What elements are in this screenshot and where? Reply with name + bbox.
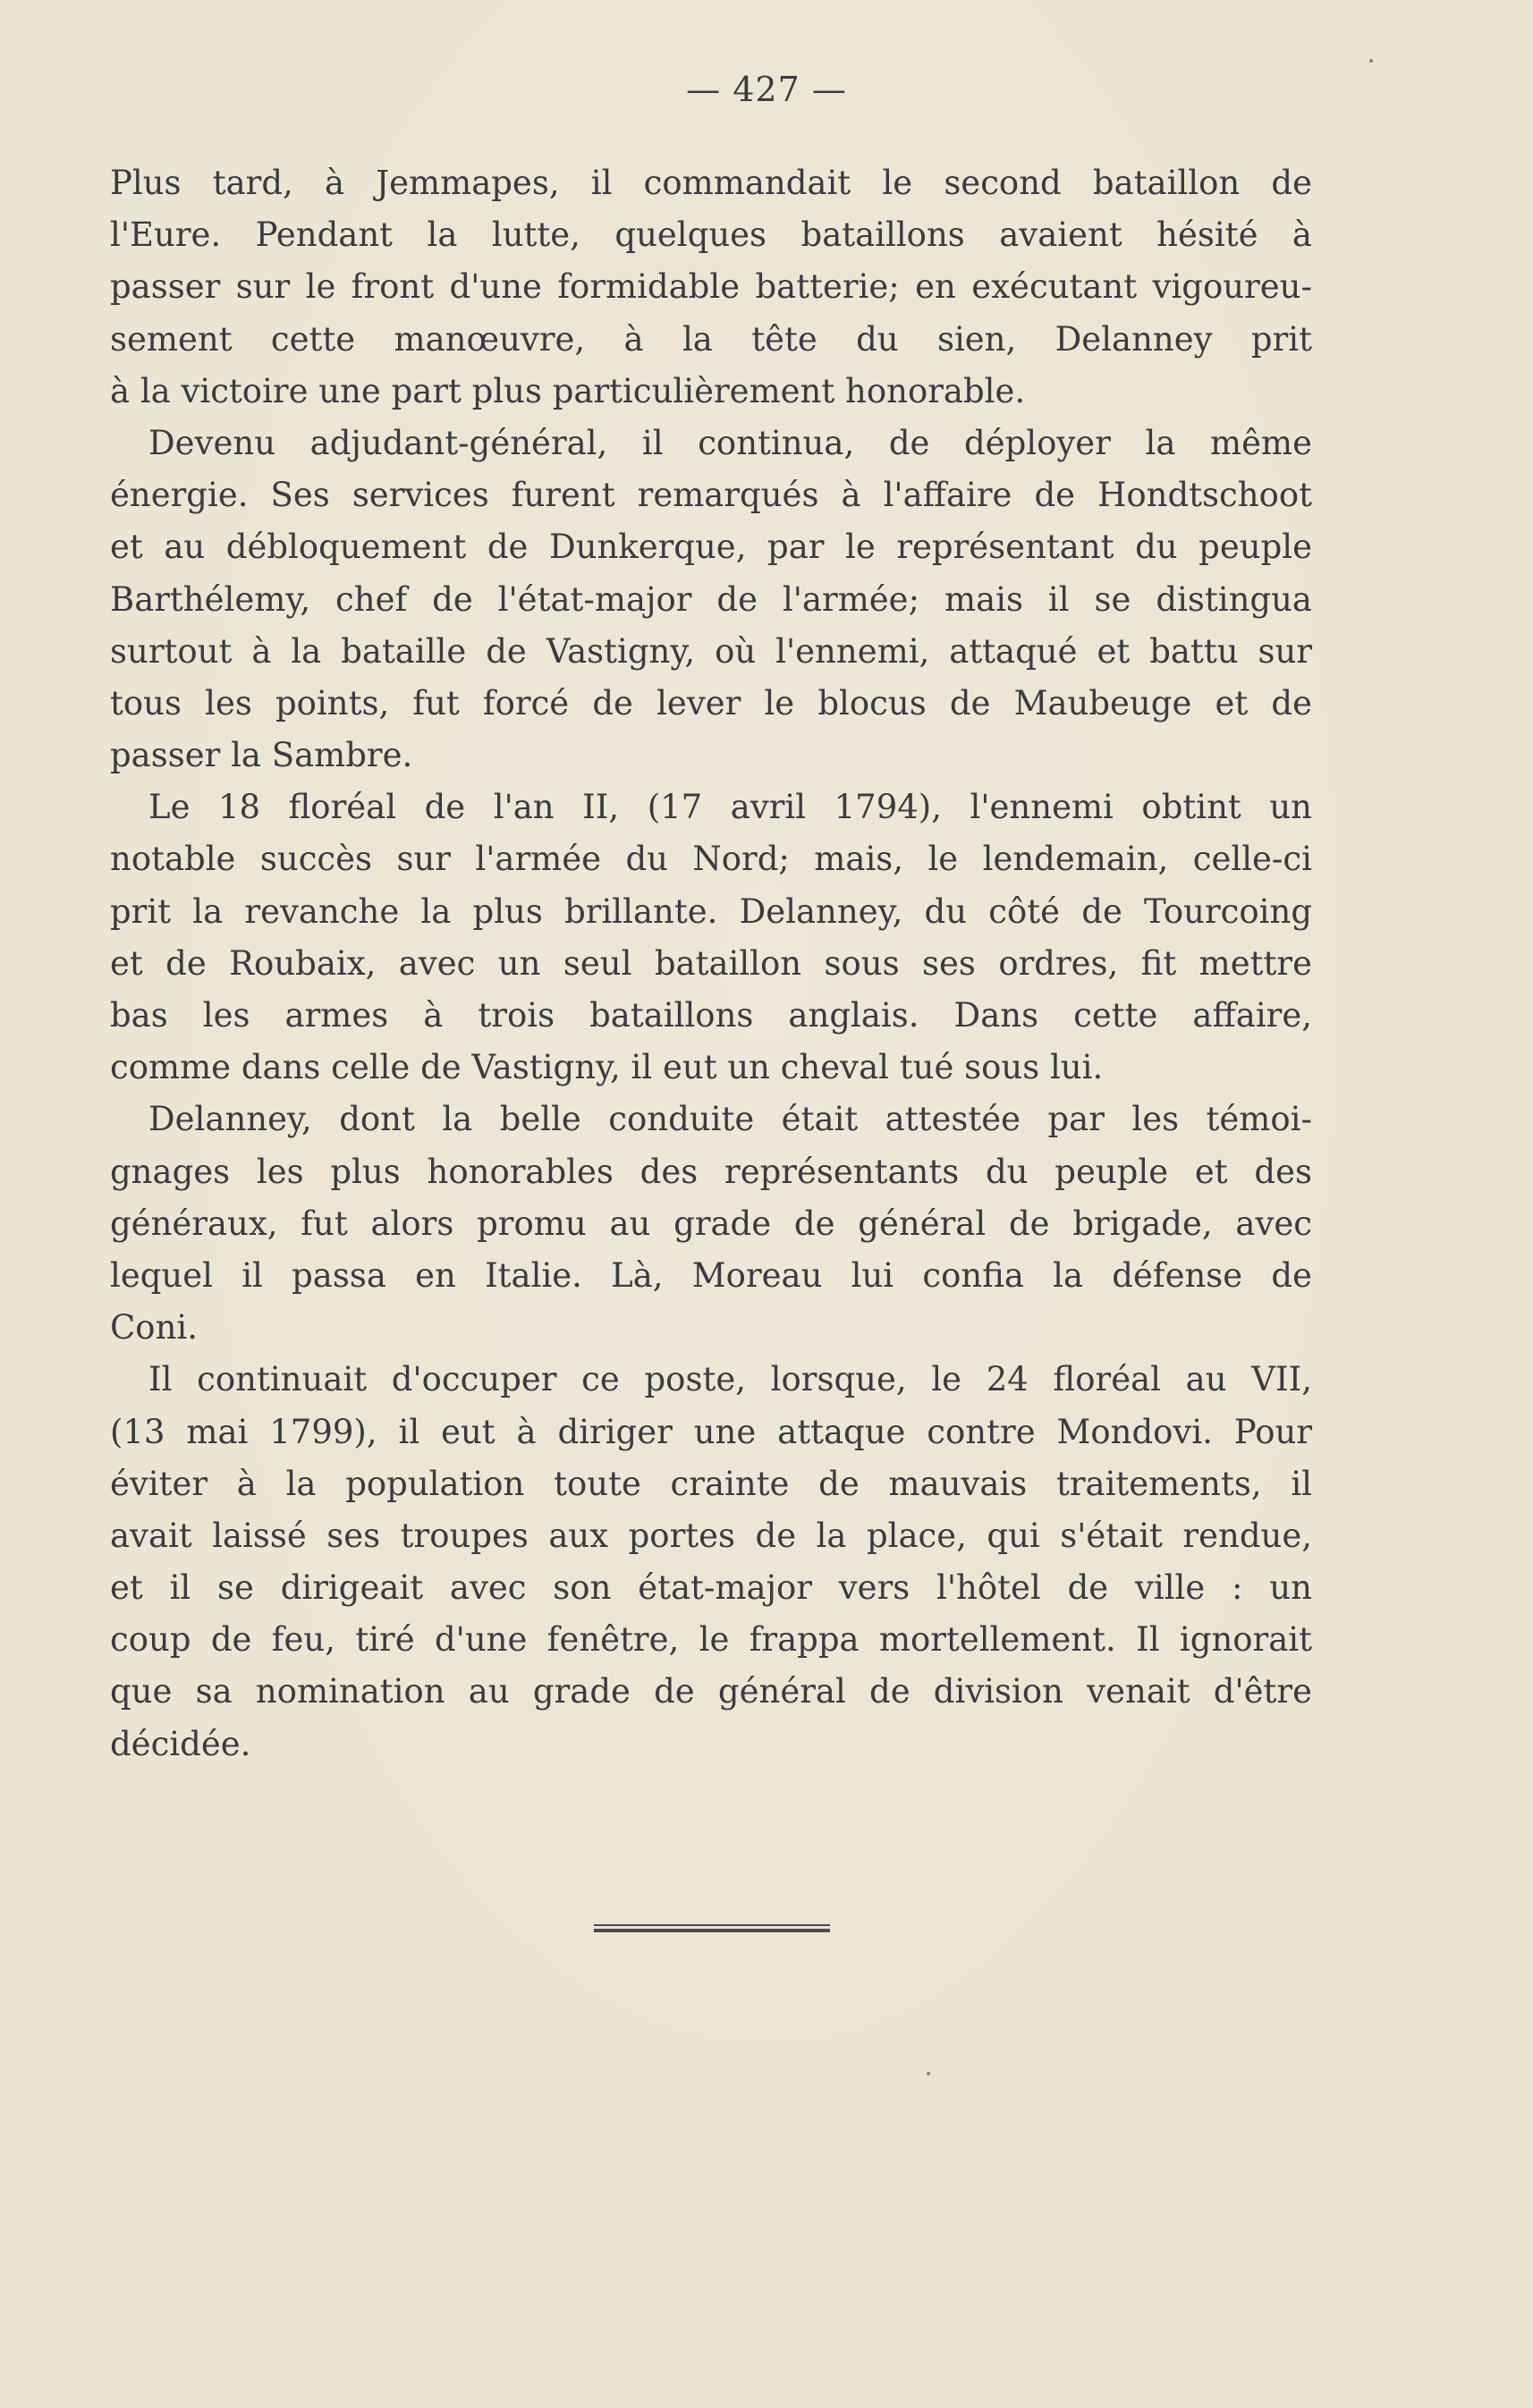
text-line: Barthélemy, chef de l'état-major de l'armée; mais il se distingua	[110, 579, 1312, 619]
text-line: avait laissé ses troupes aux portes de la place, qui s'était rendue,	[110, 1516, 1312, 1555]
text-line: éviter à la population toute crainte de mauvais traitements, il	[110, 1464, 1312, 1503]
end-rule-thin	[594, 1924, 830, 1926]
text-line: Le 18 floréal de l'an II, (17 avril 1794), l'ennemi obtint un	[148, 788, 1312, 827]
text-line: décidée.	[110, 1724, 251, 1763]
text-line: comme dans celle de Vastigny, il eut un cheval tué sous lui.	[110, 1048, 1104, 1087]
text-line: Coni.	[110, 1308, 199, 1348]
text-line: l'Eure. Pendant la lutte, quelques bataillons avaient hésité à	[110, 215, 1312, 255]
paper-speck	[1369, 59, 1373, 63]
text-line: coup de feu, tiré d'une fenêtre, le frappa mortellement. Il ignorait	[110, 1620, 1312, 1660]
text-line: lequel il passa en Italie. Là, Moreau lui confia la défense de	[110, 1255, 1312, 1295]
text-line: surtout à la bataille de Vastigny, où l'ennemi, attaqué et battu sur	[110, 631, 1312, 671]
text-line: Devenu adjudant-général, il continua, de déployer la même	[148, 423, 1312, 462]
page-number: — 427 —	[686, 70, 847, 109]
text-line: passer la Sambre.	[110, 736, 413, 775]
text-line: sement cette manœuvre, à la tête du sien, Delanney prit	[110, 319, 1312, 359]
text-line: Plus tard, à Jemmapes, il commandait le second bataillon de	[110, 164, 1312, 202]
text-line: passer sur le front d'une formidable batterie; en exécutant vigoureu-	[110, 267, 1312, 307]
text-line: prit la revanche la plus brillante. Delanney, du côté de Tourcoing	[110, 891, 1312, 931]
text-line: et de Roubaix, avec un seul bataillon sous ses ordres, fit mettre	[110, 943, 1312, 983]
text-line: et il se dirigeait avec son état-major vers l'hôtel de ville : un	[110, 1568, 1312, 1608]
text-line: (13 mai 1799), il eut à diriger une attaque contre Mondovi. Pour	[110, 1412, 1312, 1451]
text-line: tous les points, fut forcé de lever le blocus de Maubeuge et de	[110, 683, 1312, 722]
text-line: bas les armes à trois bataillons anglais. Dans cette affaire,	[110, 996, 1312, 1035]
text-line: et au débloquement de Dunkerque, par le représentant du peuple	[110, 528, 1312, 567]
text-line: Delanney, dont la belle conduite était attestée par les témoi-	[148, 1100, 1312, 1139]
text-line: énergie. Ses services furent remarqués à l'affaire de Hondtschoot	[110, 476, 1312, 515]
text-line: à la victoire une part plus particulièrement honorable.	[110, 371, 1026, 410]
text-line: Il continuait d'occuper ce poste, lorsque, le 24 floréal au VII,	[148, 1360, 1312, 1399]
body-text	[110, 157, 1312, 1770]
end-rule-thick	[594, 1929, 830, 1932]
paper-speck	[927, 2072, 930, 2075]
text-line: notable succès sur l'armée du Nord; mais, le lendemain, celle-ci	[110, 840, 1312, 879]
text-line: généraux, fut alors promu au grade de général de brigade, avec	[110, 1204, 1312, 1243]
text-line: gnages les plus honorables des représentants du peuple et des	[110, 1152, 1312, 1191]
text-line: que sa nomination au grade de général de division venait d'être	[110, 1672, 1312, 1711]
